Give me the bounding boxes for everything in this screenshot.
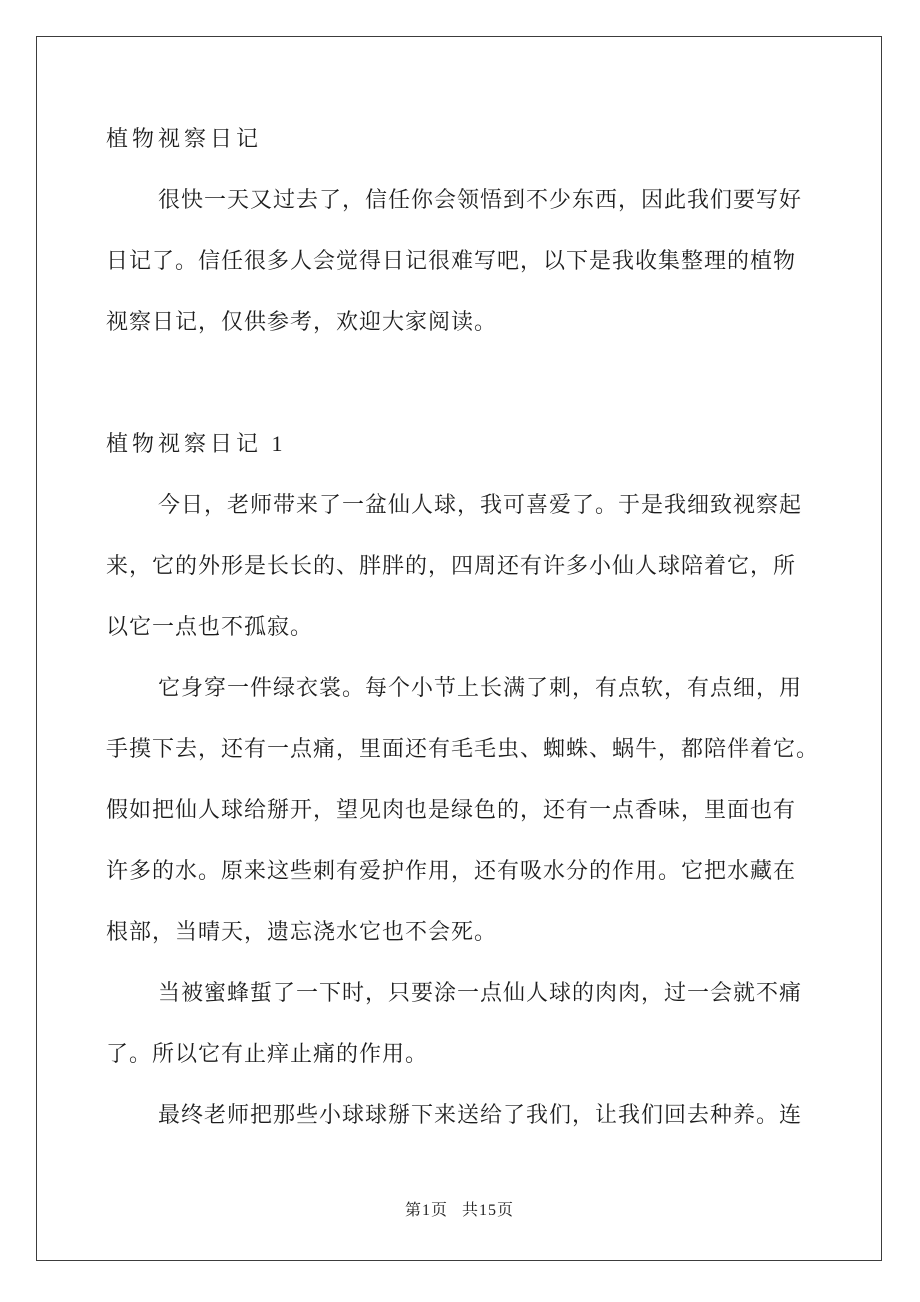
text-line: 最终老师把那些小球球掰下来送给了我们，让我们回去种养。连 [158,1102,803,1127]
text-line: 了。所以它有止痒止痛的作用。 [106,1041,429,1066]
text-line: 今日，老师带来了一盆仙人球，我可喜爱了。于是我细致视察起 [158,492,803,517]
text-line: 很快一天又过去了，信任你会领悟到不少东西，因此我们要写好 [158,187,803,212]
text-line: 手摸下去，还有一点痛，里面还有毛毛虫、蜘蛛、蜗牛，都陪伴着它。 [106,736,820,761]
section-heading: 植物视察日记 1 [106,431,287,456]
text-line: 当被蜜蜂蜇了一下时，只要涂一点仙人球的肉肉，过一会就不痛 [158,980,803,1005]
text-line: 来，它的外形是长长的、胖胖的，四周还有许多小仙人球陪着它，所 [106,553,797,578]
text-line: 日记了。信任很多人会觉得日记很难写吧，以下是我收集整理的植物 [106,248,797,273]
text-line: 以它一点也不孤寂。 [106,614,314,639]
text-line: 许多的水。原来这些刺有爱护作用，还有吸水分的作用。它把水藏在 [106,858,797,883]
blank-line [106,352,846,413]
document-title: 植物视察日记 [106,126,263,151]
text-line: 根部，当晴天，遗忘浇水它也不会死。 [106,919,498,944]
document-body [106,108,846,1145]
page-total: 共15页 [462,1202,515,1219]
page-footer [36,1196,883,1226]
text-line: 假如把仙人球给掰开，望见肉也是绿色的，还有一点香味，里面也有 [106,797,797,822]
text-line: 它身穿一件绿衣裳。每个小节上长满了刺，有点软，有点细，用 [158,675,803,700]
page-number: 第1页 [404,1202,448,1219]
text-line: 视察日记，仅供参考，欢迎大家阅读。 [106,309,498,334]
